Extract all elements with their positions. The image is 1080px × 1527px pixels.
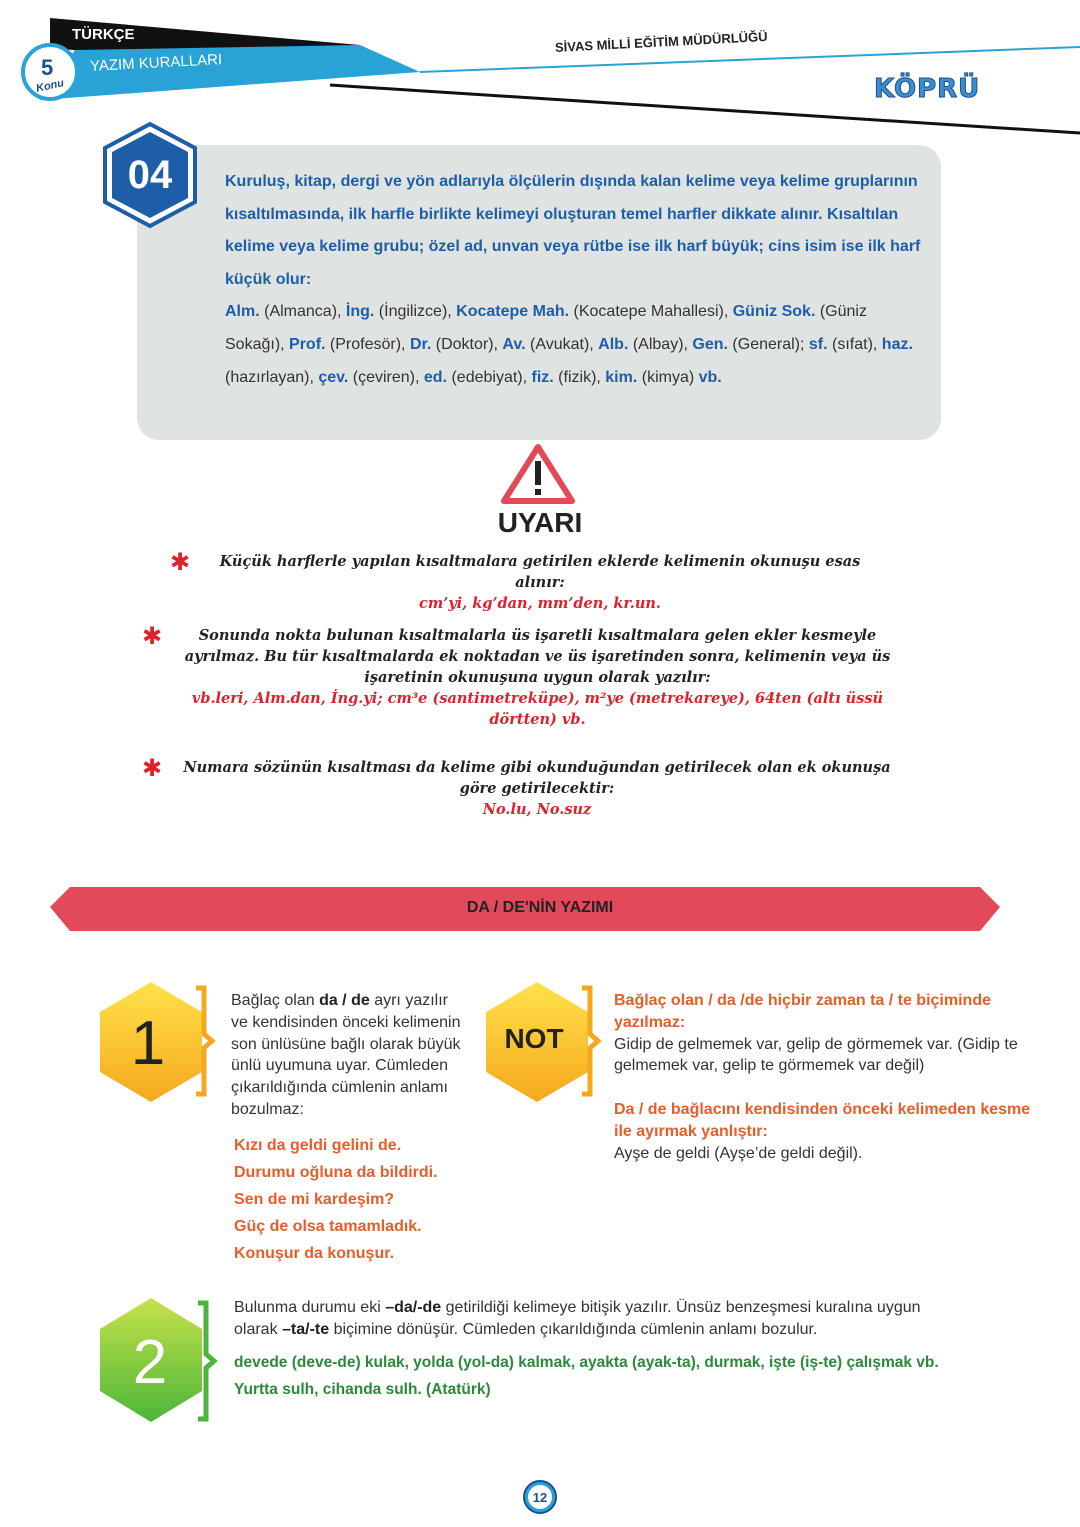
abbreviation: Alb. — [598, 335, 629, 353]
bracket-icon — [192, 984, 216, 1099]
item-1-number: 1 — [130, 1009, 166, 1078]
abbreviation: vb. — [698, 368, 722, 386]
item-2-examples — [234, 1349, 1034, 1403]
note-text: Küçük harflerle yapılan kısaltmalara getirilen eklerde kelimenin okunuşu esas alınır: — [219, 553, 861, 591]
note-examples: vb.leri, Alm.dan, İng.yi; cm³e (santimetreküpe), m²ye (metrekareye), 64ten (altı üssü dörtten) vb. — [191, 690, 884, 728]
abbreviation: sf. — [808, 335, 828, 353]
abbreviation-meaning: (hazırlayan), — [225, 368, 319, 386]
abbreviation: fiz. — [531, 368, 554, 386]
item-1-text — [231, 990, 466, 1121]
warning-title: UYARI — [497, 507, 583, 538]
abbreviation: İng. — [345, 303, 375, 321]
example-line: Kızı da geldi gelini de. — [234, 1137, 402, 1154]
abbreviation: Dr. — [409, 335, 432, 353]
text-part: biçimine dönüşür. Cümleden çıkarıldığında cümlenin anlamı bozulur. — [329, 1320, 818, 1338]
abbreviation-meaning: (Doktor), — [431, 335, 503, 353]
abbreviation: kim. — [605, 368, 638, 386]
warning-note-1 — [195, 551, 885, 614]
abbreviation-meaning: (fizik), — [553, 368, 606, 386]
not-text — [614, 990, 1034, 1165]
abbreviation-meaning: (General); — [727, 335, 809, 353]
text-part: Bağlaç olan — [231, 992, 320, 1009]
not-rule-1: Bağlaç olan / da /de hiçbir zaman ta / te biçiminde yazılmaz: — [614, 992, 991, 1031]
unit-number: 5 — [41, 55, 54, 80]
number-1-hexagon — [96, 980, 206, 1105]
asterisk-icon: ✱ — [170, 549, 191, 576]
warning-note-2 — [165, 625, 910, 730]
note-examples: No.lu, No.suz — [482, 801, 592, 818]
section-title: DA / DE'NİN YAZIMI — [466, 899, 614, 916]
kopru-logo: KÖPRÜ — [874, 74, 981, 104]
abbreviation-meaning: (Kocatepe Mahallesi), — [569, 303, 733, 321]
page-number-badge — [522, 1479, 558, 1515]
page-number: 12 — [532, 1490, 548, 1505]
rule-04-text — [225, 166, 925, 394]
not-example-2: Ayşe de geldi (Ayşe’de geldi değil). — [614, 1144, 863, 1162]
rule-04-intro: Kuruluş, kitap, dergi ve yön adlarıyla ölçülerin dışında kalan kelime veya kelime gruplarının kısaltılmasında, ilk harfle birlikte kelimeyi oluşturan temel harfler dikkate alınır. Kısaltılan kelime veya kelime grubu; özel ad, unvan veya rütbe ise ilk harf büyük; cins isim ise ilk harf küçük olur: — [225, 173, 921, 288]
abbreviation-meaning: (edebiyat), — [447, 368, 532, 386]
warning-icon — [500, 443, 576, 507]
abbreviation-meaning: (Almanca), — [259, 303, 346, 321]
text-emphasis: –ta/-te — [282, 1320, 330, 1338]
text-emphasis: –da/-de — [385, 1299, 442, 1316]
abbreviation-meaning: (Güniz Sokağı), — [225, 303, 867, 353]
not-hexagon — [482, 980, 592, 1105]
abbreviation: çev. — [318, 368, 349, 386]
example-line: Sen de mi kardeşim? — [234, 1191, 395, 1208]
text-emphasis: da / de — [319, 992, 370, 1009]
item-2-number: 2 — [132, 1328, 168, 1397]
abbreviation-examples — [225, 303, 913, 385]
abbreviation: Güniz Sok. — [732, 303, 816, 321]
bracket-icon — [578, 984, 602, 1099]
number-2-hexagon — [96, 1296, 206, 1424]
rule-number-hexagon — [95, 120, 205, 230]
abbreviation-meaning: (Profesör), — [325, 335, 410, 353]
abbreviation-meaning: (kimya) — [637, 368, 699, 386]
rule-number: 04 — [127, 153, 173, 197]
not-label: NOT — [504, 1023, 564, 1054]
warning-note-3 — [172, 757, 902, 820]
abbreviation: Prof. — [289, 335, 326, 353]
organization-name: SİVAS MİLLİ EĞİTİM MÜDÜRLÜĞÜ — [554, 28, 768, 55]
abbreviation: Av. — [502, 335, 526, 353]
asterisk-icon: ✱ — [142, 755, 163, 782]
abbreviation: haz. — [881, 335, 913, 353]
text-part: Bulunma durumu eki — [234, 1299, 386, 1316]
abbreviation: Kocatepe Mah. — [456, 303, 570, 321]
unit-label: Konu — [35, 77, 66, 95]
bracket-icon — [194, 1299, 218, 1424]
abbreviation-meaning: (sıfat), — [827, 335, 882, 353]
abbreviation-meaning: (Albay), — [628, 335, 693, 353]
abbreviation-meaning: (İngilizce), — [374, 303, 457, 321]
abbreviation: ed. — [423, 368, 448, 386]
abbreviation: Gen. — [692, 335, 728, 353]
example-line: Konuşur da konuşur. — [234, 1245, 395, 1262]
item-1-examples — [234, 1132, 438, 1267]
abbreviation: Alm. — [225, 303, 260, 321]
subject-label: TÜRKÇE — [72, 26, 135, 43]
not-rule-2: Da / de bağlacını kendisinden önceki kelimeden kesme ile ayırmak yanlıştır: — [614, 1101, 1031, 1140]
abbreviation-meaning: (çeviren), — [348, 368, 424, 386]
example-line: devede (deve-de) kulak, yolda (yol-da) kalmak, ayakta (ayak-ta), durmak, işte (iş-te) çalışmak vb. — [234, 1354, 939, 1371]
text-part: ayrı yazılır ve kendisinden önceki kelimenin son ünlüsüne bağlı olarak büyük ünlü uyumuna uyar. Cümleden çıkarıldığında cümlenin anlamı bozulmaz: — [231, 992, 461, 1118]
example-line: Durumu oğluna da bildirdi. — [234, 1164, 438, 1181]
note-examples: cm’yi, kg’dan, mm’den, kr.un. — [419, 595, 661, 612]
abbreviation-meaning: (Avukat), — [525, 335, 599, 353]
note-text: Sonunda nokta bulunan kısaltmalarla üs işaretli kısaltmalara gelen ekler kesmeyle ayrılmaz. Bu tür kısaltmalarda ek noktadan ve üs işaretinden sonra, kelimenin veya üs işaretinin okunuşuna uygun olarak yazılır: — [184, 627, 891, 686]
not-example-1: Gidip de gelmemek var, gelip de görmemek var. (Gidip te gelmemek var, gelip te görmemek var değil) — [614, 1035, 1018, 1075]
example-line: Yurtta sulh, cihanda sulh. (Atatürk) — [234, 1381, 491, 1398]
note-text: Numara sözünün kısaltması da kelime gibi okunduğundan getirilecek olan ek okunuşa göre getirilecektir: — [183, 759, 891, 797]
asterisk-icon: ✱ — [142, 623, 163, 650]
text-part: getirildiği kelimeye bitişik yazılır. Ünsüz benzeşmesi kuralına uygun olarak — [234, 1299, 921, 1338]
item-2-text — [234, 1297, 954, 1341]
topic-title: YAZIM KURALLARI — [89, 51, 223, 75]
example-line: Güç de olsa tamamladık. — [234, 1218, 422, 1235]
